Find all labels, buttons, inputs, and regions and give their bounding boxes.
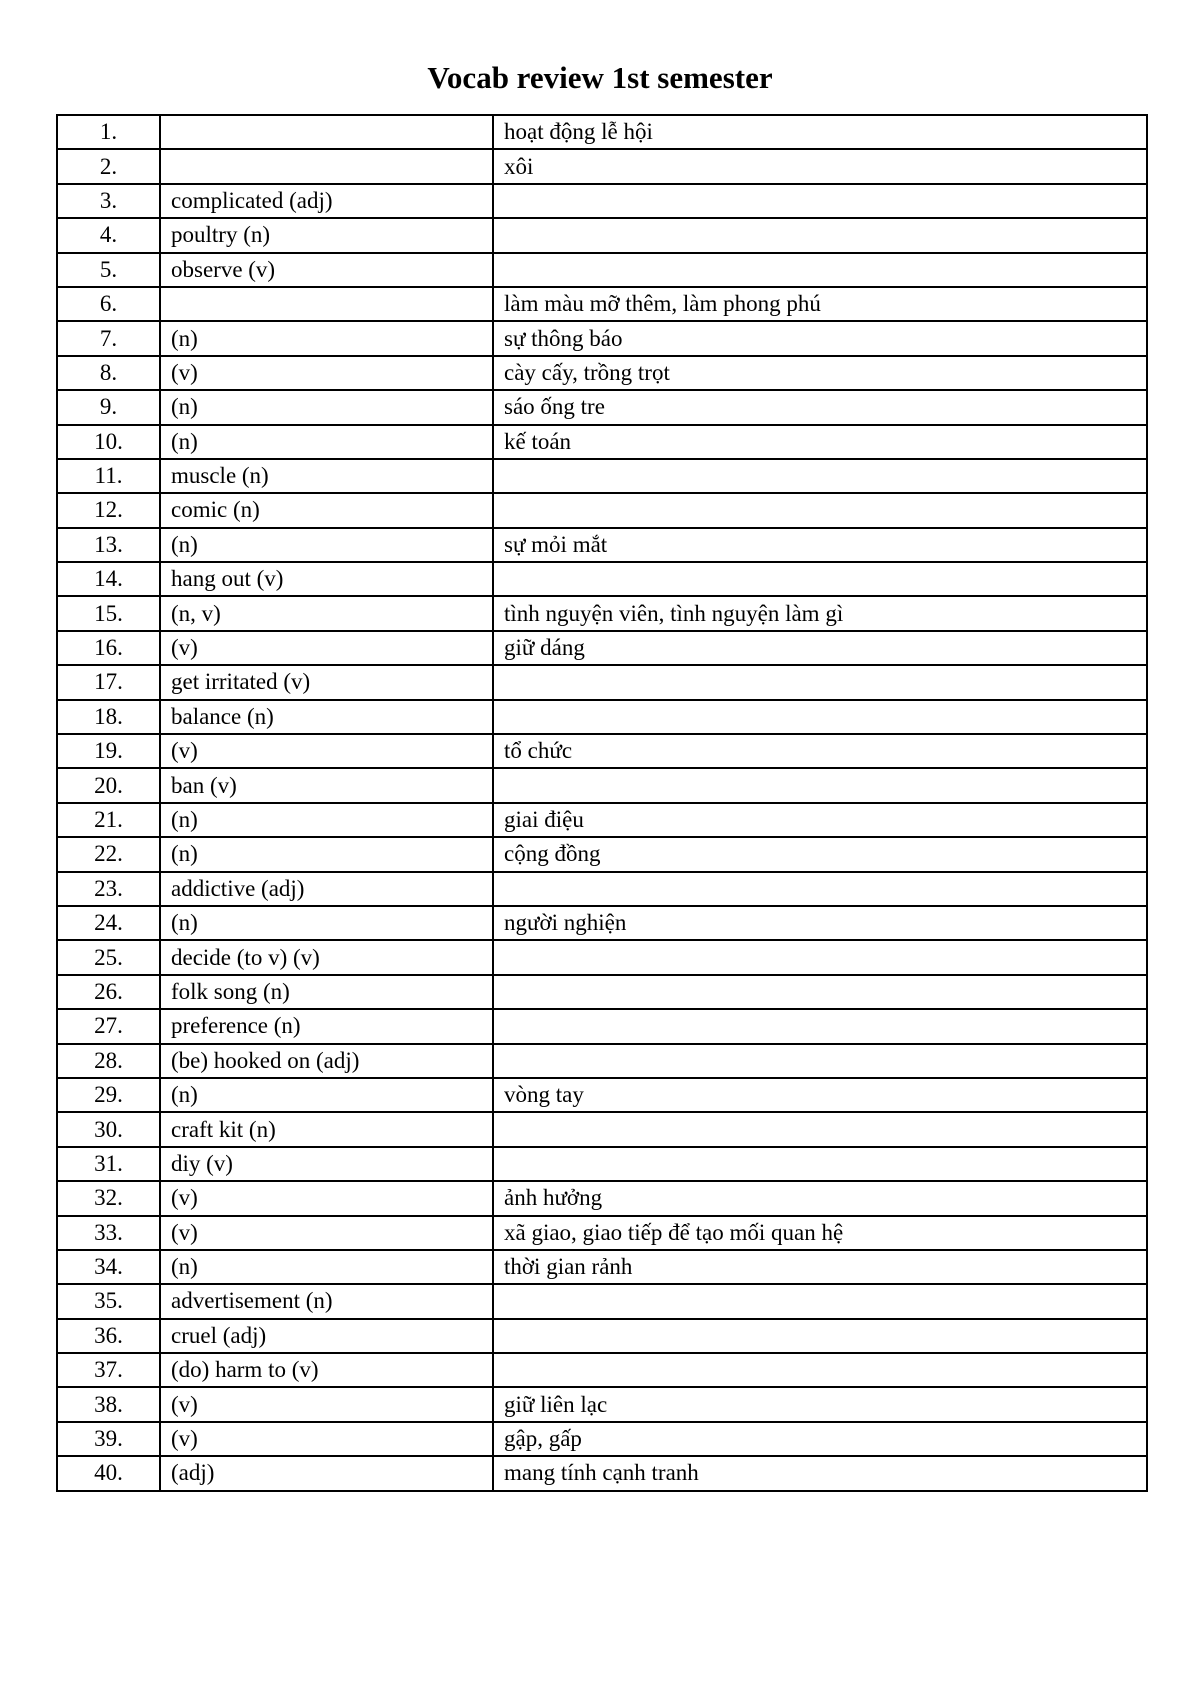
table-row (57, 1284, 1147, 1318)
word-cell: (be) hooked on (adj) (160, 1044, 493, 1078)
row-number: 38. (57, 1387, 160, 1421)
row-number: 34. (57, 1250, 160, 1284)
meaning-cell: giữ liên lạc (493, 1387, 1147, 1421)
row-number: 17. (57, 665, 160, 699)
word-cell: diy (v) (160, 1147, 493, 1181)
table-row (57, 1147, 1147, 1181)
word-cell: (n) (160, 390, 493, 424)
row-number: 1. (57, 115, 160, 149)
word-cell: (v) (160, 1422, 493, 1456)
word-cell: (adj) (160, 1456, 493, 1490)
word-cell: (n) (160, 837, 493, 871)
table-row (57, 1250, 1147, 1284)
meaning-cell (493, 768, 1147, 802)
meaning-cell: sáo ống tre (493, 390, 1147, 424)
row-number: 8. (57, 356, 160, 390)
table-row (57, 528, 1147, 562)
row-number: 7. (57, 321, 160, 355)
word-cell (160, 149, 493, 183)
table-row (57, 1319, 1147, 1353)
table-row (57, 596, 1147, 630)
meaning-cell: hoạt động lễ hội (493, 115, 1147, 149)
meaning-cell (493, 700, 1147, 734)
row-number: 36. (57, 1319, 160, 1353)
table-row (57, 665, 1147, 699)
meaning-cell: người nghiện (493, 906, 1147, 940)
table-row (57, 872, 1147, 906)
table-row (57, 631, 1147, 665)
word-cell: decide (to v) (v) (160, 940, 493, 974)
table-row (57, 562, 1147, 596)
table-row (57, 1078, 1147, 1112)
row-number: 9. (57, 390, 160, 424)
meaning-cell (493, 184, 1147, 218)
word-cell: (v) (160, 356, 493, 390)
table-row (57, 700, 1147, 734)
table-row (57, 1112, 1147, 1146)
table-row (57, 906, 1147, 940)
meaning-cell (493, 1284, 1147, 1318)
word-cell: poultry (n) (160, 218, 493, 252)
meaning-cell: thời gian rảnh (493, 1250, 1147, 1284)
row-number: 32. (57, 1181, 160, 1215)
table-row (57, 184, 1147, 218)
word-cell: balance (n) (160, 700, 493, 734)
table-row (57, 493, 1147, 527)
word-cell: comic (n) (160, 493, 493, 527)
row-number: 19. (57, 734, 160, 768)
row-number: 28. (57, 1044, 160, 1078)
word-cell: hang out (v) (160, 562, 493, 596)
word-cell: (v) (160, 1181, 493, 1215)
row-number: 33. (57, 1216, 160, 1250)
row-number: 11. (57, 459, 160, 493)
row-number: 30. (57, 1112, 160, 1146)
meaning-cell: gập, gấp (493, 1422, 1147, 1456)
meaning-cell: ảnh hưởng (493, 1181, 1147, 1215)
meaning-cell: làm màu mỡ thêm, làm phong phú (493, 287, 1147, 321)
table-row (57, 459, 1147, 493)
table-row (57, 287, 1147, 321)
row-number: 24. (57, 906, 160, 940)
table-row (57, 1353, 1147, 1387)
word-cell: get irritated (v) (160, 665, 493, 699)
table-row (57, 1181, 1147, 1215)
row-number: 35. (57, 1284, 160, 1318)
meaning-cell (493, 253, 1147, 287)
meaning-cell: giữ dáng (493, 631, 1147, 665)
word-cell: muscle (n) (160, 459, 493, 493)
word-cell: ban (v) (160, 768, 493, 802)
row-number: 13. (57, 528, 160, 562)
table-row (57, 115, 1147, 149)
word-cell: (n) (160, 906, 493, 940)
table-row (57, 975, 1147, 1009)
meaning-cell: giai điệu (493, 803, 1147, 837)
row-number: 37. (57, 1353, 160, 1387)
row-number: 4. (57, 218, 160, 252)
table-row (57, 1044, 1147, 1078)
table-row (57, 218, 1147, 252)
word-cell: (v) (160, 631, 493, 665)
word-cell (160, 287, 493, 321)
table-row (57, 940, 1147, 974)
meaning-cell: cày cấy, trồng trọt (493, 356, 1147, 390)
row-number: 29. (57, 1078, 160, 1112)
word-cell: craft kit (n) (160, 1112, 493, 1146)
vocab-table-body (57, 115, 1147, 1491)
word-cell: (n, v) (160, 596, 493, 630)
table-row (57, 425, 1147, 459)
meaning-cell: sự thông báo (493, 321, 1147, 355)
table-row (57, 356, 1147, 390)
meaning-cell (493, 975, 1147, 1009)
meaning-cell: sự mỏi mắt (493, 528, 1147, 562)
table-row (57, 1387, 1147, 1421)
word-cell (160, 115, 493, 149)
row-number: 3. (57, 184, 160, 218)
meaning-cell: tình nguyện viên, tình nguyện làm gì (493, 596, 1147, 630)
word-cell: cruel (adj) (160, 1319, 493, 1353)
table-row (57, 803, 1147, 837)
word-cell: (n) (160, 321, 493, 355)
table-row (57, 1009, 1147, 1043)
meaning-cell: kế toán (493, 425, 1147, 459)
meaning-cell: xôi (493, 149, 1147, 183)
meaning-cell (493, 459, 1147, 493)
word-cell: (n) (160, 425, 493, 459)
table-row (57, 837, 1147, 871)
row-number: 21. (57, 803, 160, 837)
meaning-cell (493, 1009, 1147, 1043)
meaning-cell: cộng đồng (493, 837, 1147, 871)
row-number: 26. (57, 975, 160, 1009)
meaning-cell: mang tính cạnh tranh (493, 1456, 1147, 1490)
meaning-cell (493, 562, 1147, 596)
word-cell: preference (n) (160, 1009, 493, 1043)
meaning-cell (493, 665, 1147, 699)
word-cell: (n) (160, 803, 493, 837)
table-row (57, 149, 1147, 183)
table-row (57, 321, 1147, 355)
vocab-table (56, 114, 1148, 1492)
meaning-cell: vòng tay (493, 1078, 1147, 1112)
row-number: 40. (57, 1456, 160, 1490)
word-cell: complicated (adj) (160, 184, 493, 218)
word-cell: (n) (160, 528, 493, 562)
row-number: 15. (57, 596, 160, 630)
row-number: 14. (57, 562, 160, 596)
row-number: 27. (57, 1009, 160, 1043)
row-number: 2. (57, 149, 160, 183)
row-number: 10. (57, 425, 160, 459)
word-cell: (v) (160, 734, 493, 768)
word-cell: observe (v) (160, 253, 493, 287)
word-cell: addictive (adj) (160, 872, 493, 906)
table-row (57, 1216, 1147, 1250)
meaning-cell: tổ chức (493, 734, 1147, 768)
table-row (57, 1456, 1147, 1490)
row-number: 18. (57, 700, 160, 734)
row-number: 39. (57, 1422, 160, 1456)
meaning-cell: xã giao, giao tiếp để tạo mối quan hệ (493, 1216, 1147, 1250)
meaning-cell (493, 493, 1147, 527)
row-number: 5. (57, 253, 160, 287)
word-cell: (v) (160, 1216, 493, 1250)
meaning-cell (493, 1044, 1147, 1078)
meaning-cell (493, 940, 1147, 974)
table-row (57, 734, 1147, 768)
word-cell: (do) harm to (v) (160, 1353, 493, 1387)
table-row (57, 390, 1147, 424)
meaning-cell (493, 1353, 1147, 1387)
meaning-cell (493, 872, 1147, 906)
row-number: 31. (57, 1147, 160, 1181)
table-row (57, 1422, 1147, 1456)
row-number: 20. (57, 768, 160, 802)
row-number: 25. (57, 940, 160, 974)
meaning-cell (493, 1319, 1147, 1353)
table-row (57, 768, 1147, 802)
row-number: 6. (57, 287, 160, 321)
row-number: 23. (57, 872, 160, 906)
page-title: Vocab review 1st semester (427, 60, 773, 95)
meaning-cell (493, 1112, 1147, 1146)
row-number: 22. (57, 837, 160, 871)
word-cell: (v) (160, 1387, 493, 1421)
word-cell: (n) (160, 1250, 493, 1284)
word-cell: (n) (160, 1078, 493, 1112)
word-cell: folk song (n) (160, 975, 493, 1009)
meaning-cell (493, 218, 1147, 252)
word-cell: advertisement (n) (160, 1284, 493, 1318)
meaning-cell (493, 1147, 1147, 1181)
row-number: 16. (57, 631, 160, 665)
row-number: 12. (57, 493, 160, 527)
table-row (57, 253, 1147, 287)
